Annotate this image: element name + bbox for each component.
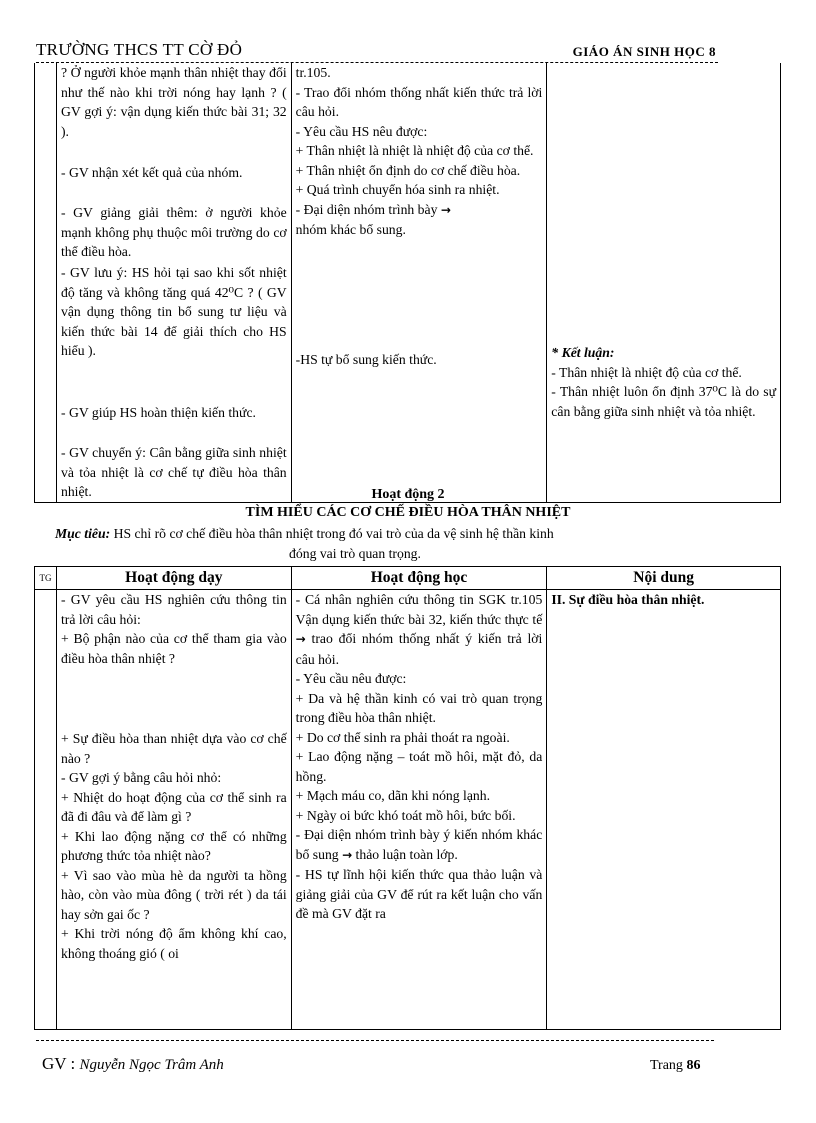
teaching-item: + Nhiệt do hoạt động của cơ thể sinh ra đã đi đâu và để làm gì ? [60, 789, 287, 824]
col-header-tg: TG [35, 567, 57, 590]
teaching-item: + Vì sao vào mùa hè da người ta hồng hào, còn vào mùa đông ( trời rét ) da tái hay sởn gai ốc ? [60, 867, 287, 922]
teaching-item: - GV nhận xét kết quả của nhóm. [60, 165, 243, 180]
teaching-item: + Khi trời nóng độ ẩm không khí cao, không thoáng gió ( oi [60, 926, 287, 961]
subject-title: GIÁO ÁN SINH HỌC 8 [572, 44, 716, 59]
lesson-table-continued [34, 63, 781, 503]
learning-item: + Da và hệ thần kinh có vai trò quan trọng trong điều hòa thân nhiệt. [295, 690, 543, 725]
learning-item: - HS tự lĩnh hội kiến thức qua thảo luận và giảng giải của GV để rút ra kết luận cho vấn đề mà GV đặt ra [295, 867, 543, 921]
page-header [36, 40, 716, 62]
learning-item: + Mạch máu co, dãn khi nóng lạnh. [295, 788, 491, 803]
learning-item: - Yêu cầu nêu được: [295, 671, 407, 686]
footer-divider [36, 1040, 714, 1041]
learning-item: + Thân nhiệt ổn định do cơ chế điều hòa. [295, 162, 521, 178]
learning-item: - Trao đổi nhóm thống nhất kiến thức trả lời câu hỏi. [295, 84, 543, 119]
activity-title: TÌM HIỂU CÁC CƠ CHẾ ĐIỀU HÒA THÂN NHIỆT [245, 505, 571, 520]
arrow-right-icon: → [295, 632, 306, 646]
arrow-right-icon: → [342, 847, 353, 862]
arrow-right-icon: → [440, 202, 451, 217]
learning-item: + Thân nhiệt là nhiệt là nhiệt độ của cơ thể. [295, 143, 534, 158]
objective-text-continued: đóng vai trò quan trọng. [289, 546, 421, 561]
learning-item: + Quá trình chuyển hóa sinh ra nhiệt. [295, 182, 500, 197]
school-name: TRƯỜNG THCS TT CỜ ĐỎ [36, 40, 243, 59]
teaching-item: - GV gợi ý bằng câu hỏi nhỏ: [60, 770, 222, 785]
content-cell [547, 63, 781, 502]
teaching-item: - GV lưu ý: HS hỏi tại sao khi sốt nhiệt độ tăng và không tăng quá 42⁰C ? ( GV vận dụng thông tin bổ sung tư liệu và kiến thức bài 14 để giải thích cho HS hiểu ). [60, 265, 287, 358]
learning-item: - Đại diện nhóm trình bày → [295, 201, 451, 217]
learning-item: + Ngày oi bức khó toát mồ hôi, bức bối. [295, 807, 516, 823]
lesson-table-activity2 [34, 566, 781, 1030]
learning-cell [291, 63, 547, 502]
col-header-content: Nội dung [547, 567, 781, 590]
teaching-item: - GV yêu cầu HS nghiên cứu thông tin trả lời câu hỏi: [60, 592, 287, 627]
learning-item: - Yêu cầu HS nêu được: [295, 123, 428, 139]
teaching-item: + Khi lao động nặng cơ thể có những phương thức tỏa nhiệt nào? [60, 828, 287, 863]
col-header-teaching: Hoạt động dạy [56, 567, 291, 590]
learning-item: - Cá nhân nghiên cứu thông tin SGK tr.105 Vận dụng kiến thức bài 32, kiến thức thực tế → trao đổi nhóm thống nhất ý kiến trả lời câu hỏi. [295, 592, 543, 667]
section-heading: II. Sự điều hòa thân nhiệt. [551, 592, 705, 607]
page-number [650, 1058, 700, 1074]
teacher-name: Nguyễn Ngọc Trâm Anh [79, 1057, 224, 1073]
page-number-value: 86 [686, 1058, 701, 1073]
teaching-cell [56, 590, 291, 1030]
page-label: Trang [650, 1058, 683, 1073]
learning-item: - Đại diện nhóm trình bày ý kiến nhóm khác bổ sung → thảo luận toàn lớp. [295, 827, 543, 862]
tg-cell [35, 63, 57, 502]
teaching-item: - GV chuyển ý: Cân bằng giữa sinh nhiệt và tỏa nhiệt là cơ chế tự điều hòa thân nhiệt. [60, 445, 287, 499]
objective-label: Mục tiêu: [55, 526, 111, 541]
learning-item: -HS tự bổ sung kiến thức. [295, 351, 437, 367]
content-cell [547, 590, 781, 1030]
teaching-item: + Bộ phận nào của cơ thể tham gia vào điều hòa thân nhiệt ? [60, 631, 287, 666]
conclusion-item: - Thân nhiệt là nhiệt độ của cơ thể. [551, 364, 742, 380]
col-header-learning: Hoạt động học [291, 567, 547, 590]
objective [55, 524, 755, 564]
teaching-item: ? Ở người khỏe mạnh thân nhiệt thay đổi như thế nào khi trời nóng hay lạnh ? ( GV gợi ý: vận dụng kiến thức bài 31; 32 ). [60, 65, 287, 139]
teaching-item: - GV giúp HS hoàn thiện kiến thức. [60, 405, 256, 420]
learning-cell [291, 590, 547, 1030]
learning-item: tr.105. [295, 65, 331, 80]
gv-label: GV : [42, 1054, 76, 1073]
activity-label: Hoạt động 2 [371, 487, 445, 502]
objective-text: HS chỉ rõ cơ chế điều hòa thân nhiệt trong đó vai trò của da vệ sinh hệ thần kinh [110, 526, 554, 541]
teacher-signature [42, 1054, 224, 1074]
learning-item: + Lao động nặng – toát mồ hôi, mặt đỏ, da hồng. [295, 749, 543, 784]
tg-cell [35, 590, 57, 1030]
teaching-item: - GV giảng giải thêm: ở người khỏe mạnh không phụ thuộc môi trường do cơ thể điều hòa. [60, 205, 287, 259]
conclusion-item: - Thân nhiệt luôn ổn định 37⁰C là do sự cân bằng giữa sinh nhiệt và tỏa nhiệt. [551, 384, 776, 419]
learning-item: nhóm khác bổ sung. [295, 222, 406, 237]
conclusion-label: * Kết luận: [551, 345, 615, 360]
learning-item: + Do cơ thể sinh ra phải thoát ra ngoài. [295, 729, 510, 745]
teaching-item: + Sự điều hòa than nhiệt dựa vào cơ chế nào ? [60, 731, 287, 766]
teaching-cell [56, 63, 291, 502]
